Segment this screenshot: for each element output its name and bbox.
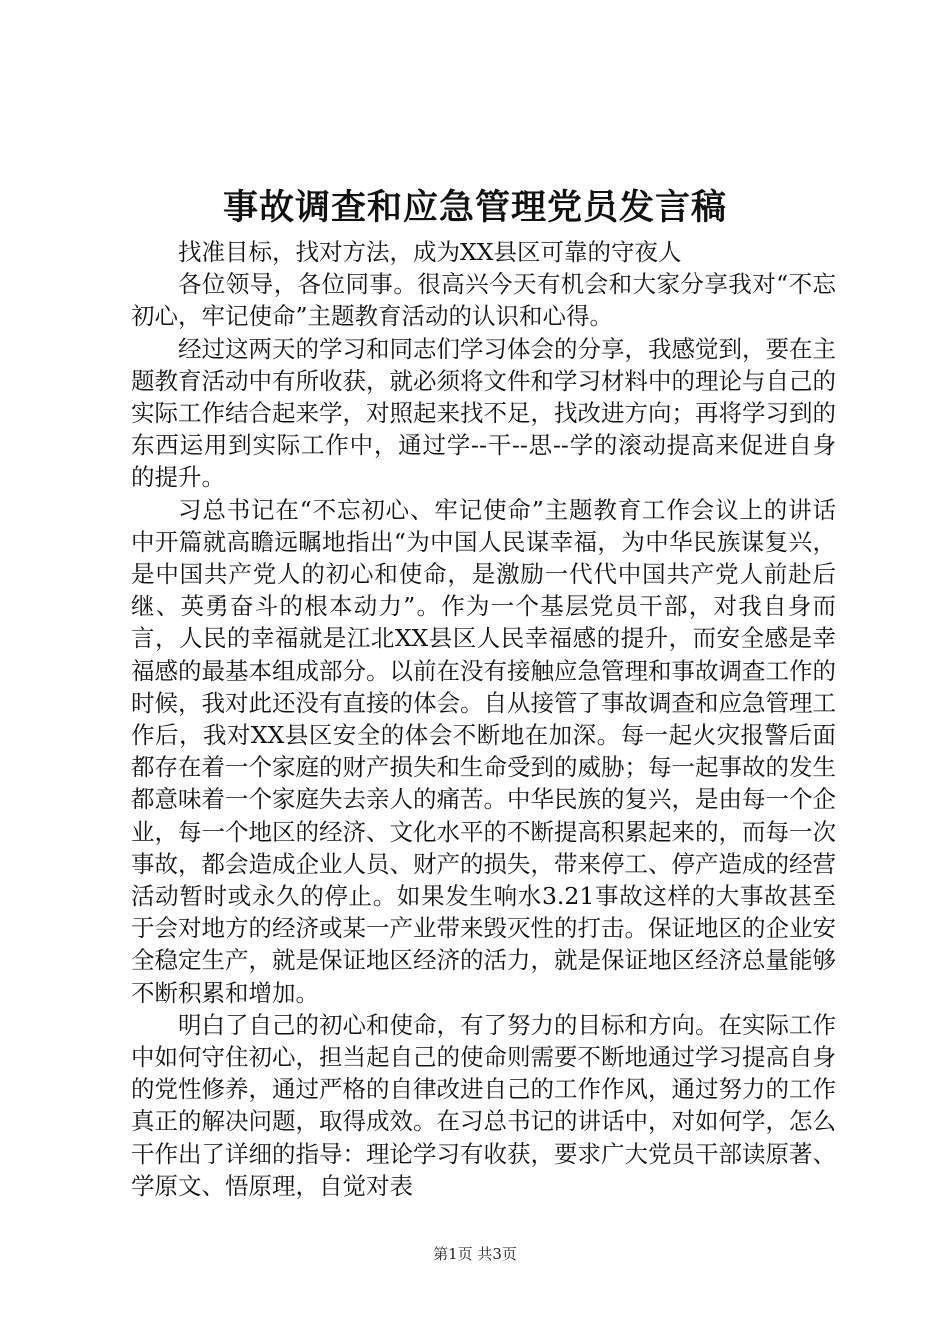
body-paragraph: 习总书记在“不忘初心、牢记使命”主题教育工作会议上的讲话中开篇就高瞻远瞩地指出“为中国人民谋幸福，为中华民族谋复兴，是中国共产党人的初心和使命，是激励一代代中国共产党人前赴后继、英勇奋斗的根本动力”。作为一个基层党员干部，对我自身而言，人民的幸福就是江北XX县区人民幸福感的提升，而安全感是幸福感的最基本组成部分。以前在没有接触应急管理和事故调查工作的时候，我对此还没有直接的体会。自从接管了事故调查和应急管理工作后，我对XX县区安全的体会不断地在加深。每一起火灾报警后面都存在着一个家庭的财产损失和生命受到的威胁；每一起事故的发生都意味着一个家庭失去亲人的痛苦。中华民族的复兴，是由每一个企业，每一个地区的经济、文化水平的不断提高积累起来的，而每一次事故，都会造成企业人员、财产的损失，带来停工、停产造成的经营活动暂时或永久的停止。如果发生响水3.21事故这样的大事故甚至于会对地方的经济或某一产业带来毁灭性的打击。保证地区的企业安全稳定生产，就是保证地区经济的活力，就是保证地区经济总量能够不断积累和增加。 <box>131 495 836 1007</box>
document-title: 事故调查和应急管理党员发言稿 <box>222 187 727 228</box>
subtitle-paragraph: 找准目标，找对方法，成为XX县区可靠的守夜人 <box>178 238 682 266</box>
body-paragraph: 经过这两天的学习和同志们学习体会的分享，我感觉到，要在主题教育活动中有所收获，就必须将文件和学习材料中的理论与自己的实际工作结合起来学，对照起来找不足，找改进方向；再将学习到的东西运用到实际工作中，通过学--干--思--学的滚动提高来促进自身的提升。 <box>131 334 836 492</box>
body-paragraph: 各位领导，各位同事。很高兴今天有机会和大家分享我对“不忘初心，牢记使命”主题教育活动的认识和心得。 <box>131 270 836 331</box>
body-paragraph: 明白了自己的初心和使命，有了努力的目标和方向。在实际工作中如何守住初心，担当起自己的使命则需要不断地通过学习提高自身的党性修养，通过严格的自律改进自己的工作作风，通过努力的工作真正的解决问题，取得成效。在习总书记的讲话中，对如何学，怎么干作出了详细的指导：理论学习有收获，要求广大党员干部读原著、学原文、悟原理，自觉对表 <box>131 1010 836 1200</box>
document-body <box>131 236 836 1202</box>
page-number-footer: 第1页 共3页 <box>433 1245 517 1263</box>
